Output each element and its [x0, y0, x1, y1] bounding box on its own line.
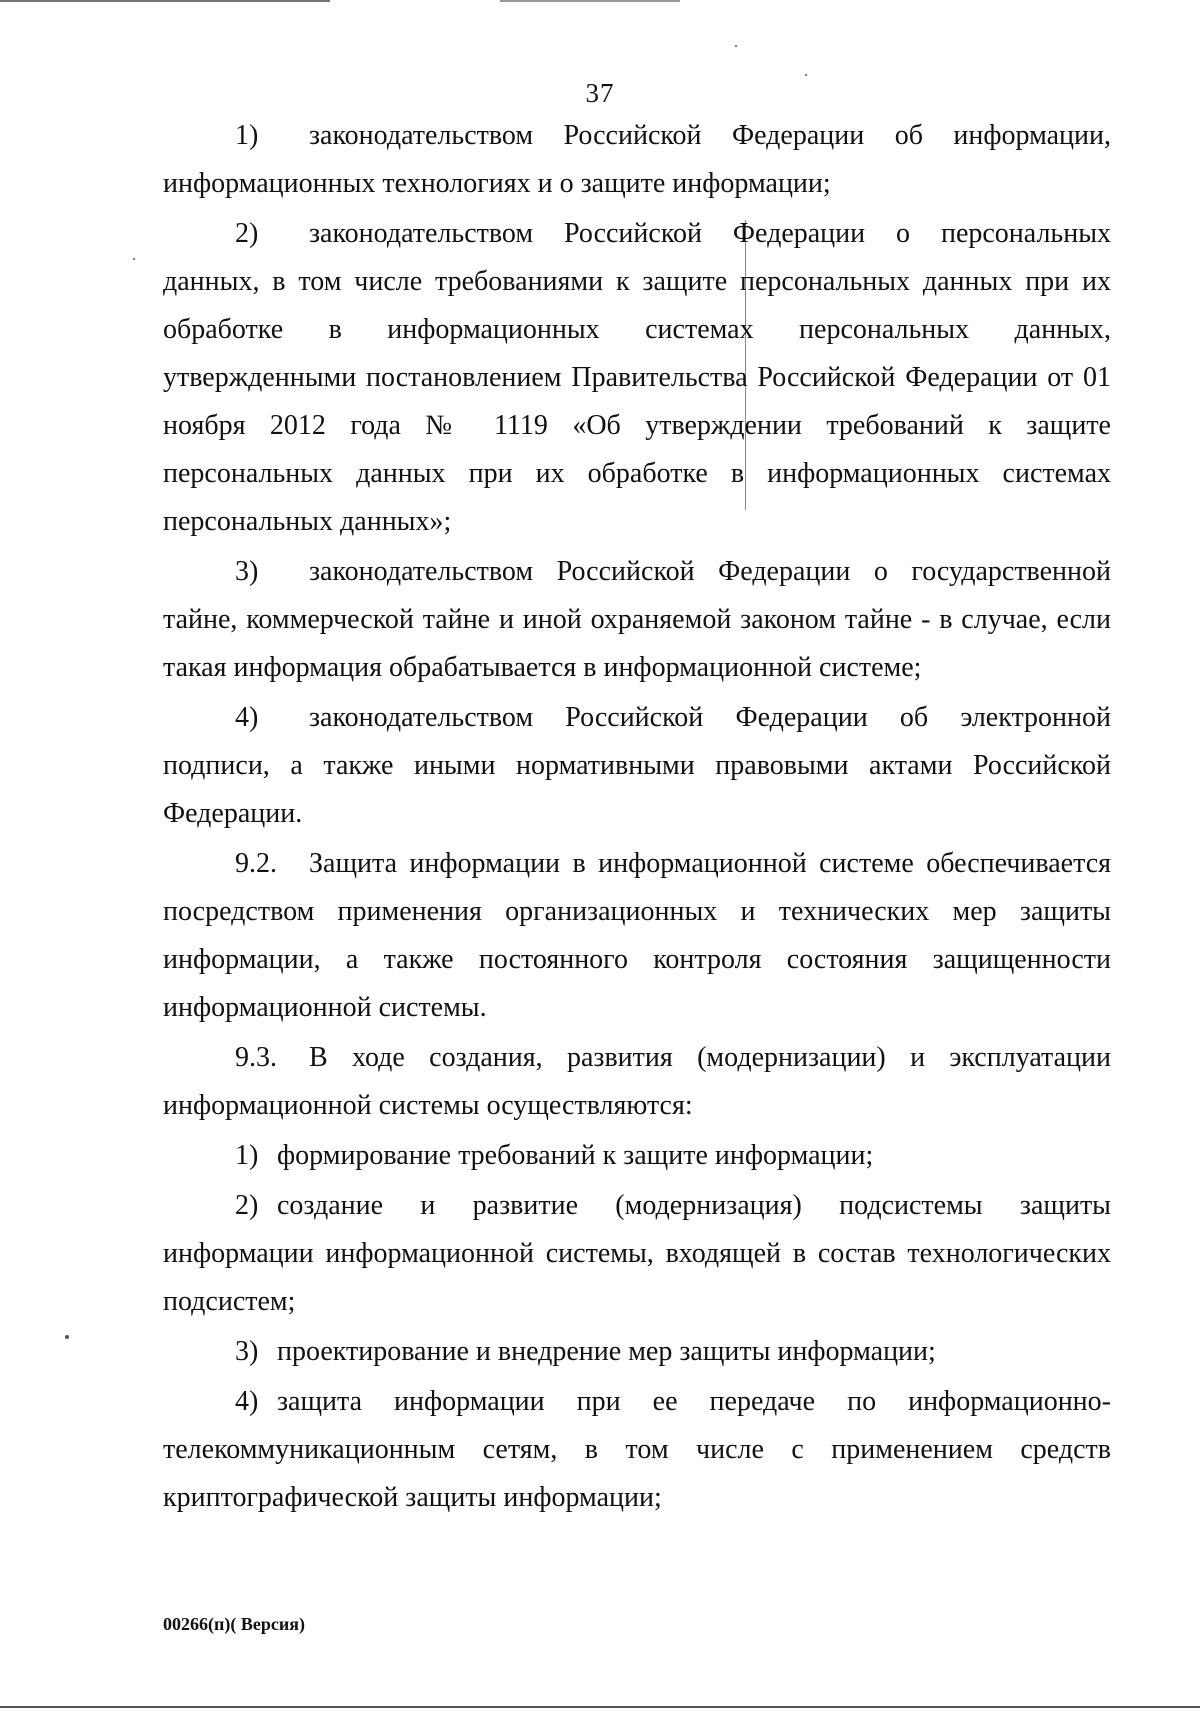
document-body — [163, 112, 1111, 1522]
item-number: 3) — [235, 556, 259, 587]
page-number: 37 — [585, 78, 615, 108]
list-item — [163, 548, 1111, 692]
list-item — [163, 1182, 1111, 1326]
item-number: 4) — [235, 702, 259, 733]
item-text: законодательством Российской Федерации о государственной тайне, коммерческой тайне и иной охраняемой законом тайне - в случае, если такая информация обрабатывается в информационной системе; — [163, 556, 1111, 683]
scan-speck — [735, 45, 737, 47]
item-text: законодательством Российской Федерации об электронной подписи, а также иными нормативными правовыми актами Российской Федерации. — [163, 702, 1111, 829]
item-text: защита информации при ее передаче по информационно-телекоммуникационным сетям, в том числе с применением средств криптографической защиты информации; — [163, 1386, 1111, 1513]
scan-speck — [133, 258, 135, 260]
item-number: 4) — [235, 1386, 259, 1417]
item-number: 1) — [235, 120, 259, 151]
list-item — [163, 1132, 1111, 1180]
item-text: создание и развитие (модернизация) подсистемы защиты информации информационной системы, входящей в состав технологических подсистем; — [163, 1190, 1111, 1317]
list-item — [163, 694, 1111, 838]
item-text: проектирование и внедрение мер защиты информации; — [277, 1336, 936, 1367]
section-number: 9.3. — [235, 1042, 277, 1073]
item-text: законодательством Российской Федерации об информации, информационных технологиях и о защите информации; — [163, 120, 1111, 199]
section-number: 9.2. — [235, 848, 277, 879]
scan-edge-line — [0, 1706, 1200, 1708]
list-item — [163, 210, 1111, 546]
item-number: 2) — [235, 1190, 259, 1221]
item-number: 3) — [235, 1336, 259, 1367]
section-paragraph — [163, 1034, 1111, 1130]
section-paragraph — [163, 840, 1111, 1032]
list-item — [163, 112, 1111, 208]
section-text: В ходе создания, развития (модернизации) и эксплуатации информационной системы осуществляются: — [163, 1042, 1111, 1121]
scan-speck — [805, 74, 807, 76]
section-text: Защита информации в информационной системе обеспечивается посредством применения организационных и технических мер защиты информации, а также постоянного контроля состояния защищенности информационной системы. — [163, 848, 1111, 1023]
item-number: 2) — [235, 218, 259, 249]
list-item — [163, 1328, 1111, 1376]
item-text: формирование требований к защите информации; — [277, 1140, 874, 1171]
scan-edge-line — [500, 0, 680, 2]
scan-edge-line — [0, 0, 330, 2]
list-item — [163, 1378, 1111, 1522]
scan-speck — [65, 1335, 69, 1339]
item-number: 1) — [235, 1140, 259, 1171]
item-text: законодательством Российской Федерации о персональных данных, в том числе требованиями к защите персональных данных при их обработке в информационных системах персональных данных, утвержденными постановлением Правительства Российской Федерации от 01 ноября 2012 года № 1119 «Об утверждении требований к защите персональных данных при их обработке в информационных системах персональных данных»; — [163, 218, 1111, 537]
document-footer-code: 00266(п)( Версия) — [163, 1614, 305, 1634]
